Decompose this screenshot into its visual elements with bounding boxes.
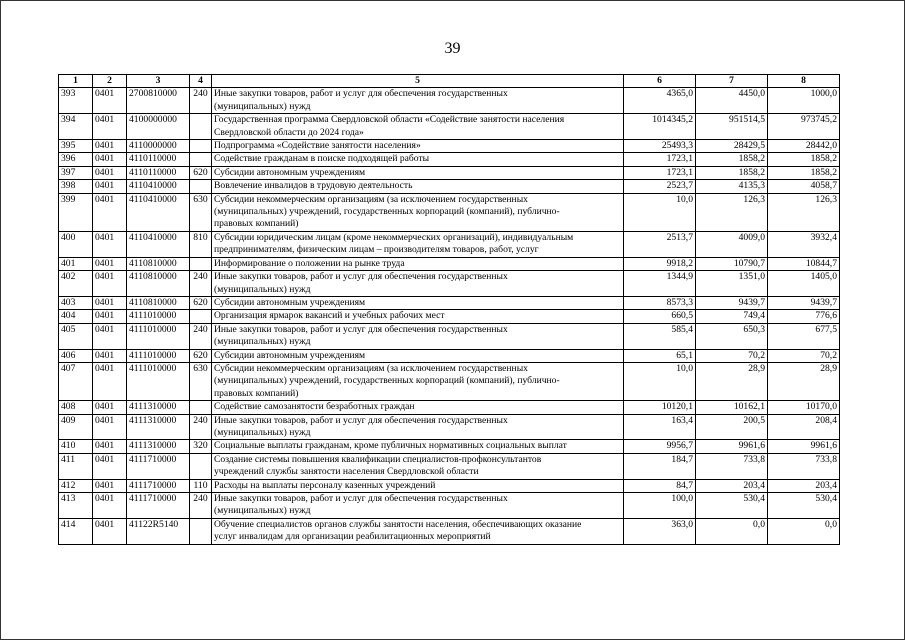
section-code: 0401 xyxy=(93,401,127,414)
amount-v6: 2513,7 xyxy=(624,231,696,257)
row-number: 409 xyxy=(59,414,93,440)
expense-name-line: Организация ярмарок вакансий и учебных рабочих мест xyxy=(214,310,445,322)
expense-type-code: 630 xyxy=(190,362,212,400)
amount-v8: 973745,2 xyxy=(768,114,840,140)
amount-v8: 28,9 xyxy=(768,362,840,400)
expense-name-line: правовых компаний) xyxy=(214,387,299,399)
expense-name xyxy=(212,349,624,362)
table-row xyxy=(59,114,840,140)
amount-v8: 9439,7 xyxy=(768,296,840,309)
expense-name-line: Иные закупки товаров, работ и услуг для обеспечения государственных xyxy=(214,323,508,335)
amount-v6: 10,0 xyxy=(624,362,696,400)
row-number: 412 xyxy=(59,479,93,492)
amount-v8: 70,2 xyxy=(768,349,840,362)
expense-type-code: 240 xyxy=(190,414,212,440)
section-code: 0401 xyxy=(93,518,127,544)
expense-name xyxy=(212,153,624,166)
table-row xyxy=(59,414,840,440)
amount-v7: 126,3 xyxy=(696,193,768,231)
column-header: 5 xyxy=(212,75,624,88)
expense-name-line: Содействие гражданам в поиске подходящей работы xyxy=(214,153,430,165)
expense-type-code: 240 xyxy=(190,88,212,114)
section-code: 0401 xyxy=(93,166,127,179)
row-number: 393 xyxy=(59,88,93,114)
expense-type-code: 620 xyxy=(190,349,212,362)
table-row xyxy=(59,310,840,323)
table-row xyxy=(59,153,840,166)
section-code: 0401 xyxy=(93,362,127,400)
section-code: 0401 xyxy=(93,88,127,114)
expense-name-line: предпринимателям, физическим лицам – производителям товаров, работ, услуг xyxy=(214,244,539,256)
section-code: 0401 xyxy=(93,114,127,140)
amount-v8: 677,5 xyxy=(768,323,840,349)
amount-v7: 0,0 xyxy=(696,518,768,544)
expense-type-code: 620 xyxy=(190,166,212,179)
expense-name-line: Иные закупки товаров, работ и услуг для обеспечения государственных xyxy=(214,271,508,283)
expense-name-line: Субсидии автономным учреждениям xyxy=(214,296,366,308)
target-article-code: 4110810000 xyxy=(127,296,190,309)
table-row xyxy=(59,518,840,544)
amount-v6: 585,4 xyxy=(624,323,696,349)
expense-name-line: Вовлечение инвалидов в трудовую деятельность xyxy=(214,180,413,192)
target-article-code: 4100000000 xyxy=(127,114,190,140)
amount-v7: 733,8 xyxy=(696,453,768,479)
expense-name-line: (муниципальных) нужд xyxy=(214,505,311,517)
table-row xyxy=(59,231,840,257)
amount-v6: 9956,7 xyxy=(624,440,696,453)
amount-v7: 9961,6 xyxy=(696,440,768,453)
amount-v7: 4135,3 xyxy=(696,180,768,193)
row-number: 407 xyxy=(59,362,93,400)
expense-name-line: (муниципальных) нужд xyxy=(214,426,311,438)
amount-v7: 951514,5 xyxy=(696,114,768,140)
amount-v8: 733,8 xyxy=(768,453,840,479)
expense-name-line: услуг инвалидам для организации реабилитационных мероприятий xyxy=(214,531,491,543)
expense-name xyxy=(212,453,624,479)
target-article-code: 4111710000 xyxy=(127,479,190,492)
table-row xyxy=(59,88,840,114)
row-number: 405 xyxy=(59,323,93,349)
section-code: 0401 xyxy=(93,479,127,492)
amount-v8: 10170,0 xyxy=(768,401,840,414)
amount-v7: 10790,7 xyxy=(696,257,768,270)
amount-v8: 28442,0 xyxy=(768,140,840,153)
section-code: 0401 xyxy=(93,310,127,323)
expense-type-code xyxy=(190,518,212,544)
column-header: 4 xyxy=(190,75,212,88)
section-code: 0401 xyxy=(93,231,127,257)
expense-type-code: 240 xyxy=(190,271,212,297)
table-body xyxy=(59,88,840,544)
column-header: 3 xyxy=(127,75,190,88)
expense-name-line: Иные закупки товаров, работ и услуг для обеспечения государственных xyxy=(214,493,508,504)
page-number: 39 xyxy=(444,40,461,57)
column-header: 8 xyxy=(768,75,840,88)
amount-v6: 184,7 xyxy=(624,453,696,479)
target-article-code: 4111010000 xyxy=(127,362,190,400)
table-row xyxy=(59,271,840,297)
row-number: 397 xyxy=(59,166,93,179)
expense-name-line: Субсидии автономным учреждениям xyxy=(214,349,366,361)
expense-type-code xyxy=(190,140,212,153)
section-code: 0401 xyxy=(93,414,127,440)
target-article-code: 4111010000 xyxy=(127,310,190,323)
expense-type-code: 240 xyxy=(190,493,212,519)
amount-v6: 100,0 xyxy=(624,493,696,519)
expense-name xyxy=(212,479,624,492)
expense-name-line: Подпрограмма «Содействие занятости населения» xyxy=(214,140,421,152)
expense-name xyxy=(212,362,624,400)
amount-v8: 203,4 xyxy=(768,479,840,492)
amount-v8: 126,3 xyxy=(768,193,840,231)
amount-v8: 1858,2 xyxy=(768,153,840,166)
amount-v6: 1344,9 xyxy=(624,271,696,297)
expense-name xyxy=(212,140,624,153)
expense-type-code: 320 xyxy=(190,440,212,453)
amount-v6: 8573,3 xyxy=(624,296,696,309)
table-row xyxy=(59,180,840,193)
expense-name xyxy=(212,323,624,349)
amount-v7: 650,3 xyxy=(696,323,768,349)
table-row xyxy=(59,493,840,519)
amount-v7: 4009,0 xyxy=(696,231,768,257)
amount-v7: 4450,0 xyxy=(696,88,768,114)
table-row xyxy=(59,453,840,479)
section-code: 0401 xyxy=(93,257,127,270)
expense-type-code xyxy=(190,310,212,323)
section-code: 0401 xyxy=(93,153,127,166)
amount-v6: 9918,2 xyxy=(624,257,696,270)
amount-v6: 660,5 xyxy=(624,310,696,323)
expense-type-code xyxy=(190,114,212,140)
amount-v6: 65,1 xyxy=(624,349,696,362)
row-number: 395 xyxy=(59,140,93,153)
table-row xyxy=(59,193,840,231)
expense-name xyxy=(212,440,624,453)
expense-name xyxy=(212,296,624,309)
expense-type-code xyxy=(190,180,212,193)
amount-v6: 1723,1 xyxy=(624,153,696,166)
target-article-code: 4111710000 xyxy=(127,453,190,479)
expense-name xyxy=(212,166,624,179)
amount-v6: 84,7 xyxy=(624,479,696,492)
row-number: 401 xyxy=(59,257,93,270)
amount-v6: 1014345,2 xyxy=(624,114,696,140)
row-number: 398 xyxy=(59,180,93,193)
column-header: 2 xyxy=(93,75,127,88)
expense-name-line: Иные закупки товаров, работ и услуг для обеспечения государственных xyxy=(214,88,508,100)
expense-type-code xyxy=(190,153,212,166)
amount-v6: 10,0 xyxy=(624,193,696,231)
column-header: 6 xyxy=(624,75,696,88)
section-code: 0401 xyxy=(93,349,127,362)
row-number: 403 xyxy=(59,296,93,309)
target-article-code: 4110810000 xyxy=(127,257,190,270)
expense-name-line: Расходы на выплаты персоналу казенных учреждений xyxy=(214,479,436,491)
amount-v6: 10120,1 xyxy=(624,401,696,414)
expense-name-line: Субсидии некоммерческим организациям (за исключением государственных xyxy=(214,193,528,205)
amount-v8: 1000,0 xyxy=(768,88,840,114)
expense-type-code: 630 xyxy=(190,193,212,231)
section-code: 0401 xyxy=(93,296,127,309)
column-header: 1 xyxy=(59,75,93,88)
table-row xyxy=(59,323,840,349)
amount-v8: 9961,6 xyxy=(768,440,840,453)
row-number: 414 xyxy=(59,518,93,544)
amount-v6: 163,4 xyxy=(624,414,696,440)
section-code: 0401 xyxy=(93,440,127,453)
expense-name-line: Создание системы повышения квалификации специалистов-профконсультантов xyxy=(214,453,542,465)
row-number: 408 xyxy=(59,401,93,414)
row-number: 394 xyxy=(59,114,93,140)
expense-name xyxy=(212,114,624,140)
target-article-code: 4110410000 xyxy=(127,180,190,193)
target-article-code: 41122R5140 xyxy=(127,518,190,544)
amount-v7: 749,4 xyxy=(696,310,768,323)
target-article-code: 4111010000 xyxy=(127,349,190,362)
table-row xyxy=(59,479,840,492)
section-code: 0401 xyxy=(93,453,127,479)
expense-name xyxy=(212,518,624,544)
amount-v6: 363,0 xyxy=(624,518,696,544)
expense-name-line: Иные закупки товаров, работ и услуг для обеспечения государственных xyxy=(214,414,508,426)
amount-v8: 10844,7 xyxy=(768,257,840,270)
expense-type-code: 810 xyxy=(190,231,212,257)
expense-name xyxy=(212,310,624,323)
amount-v7: 9439,7 xyxy=(696,296,768,309)
expense-name xyxy=(212,180,624,193)
amount-v7: 28,9 xyxy=(696,362,768,400)
expense-type-code xyxy=(190,257,212,270)
amount-v6: 25493,3 xyxy=(624,140,696,153)
expense-name xyxy=(212,493,624,519)
budget-table xyxy=(58,74,840,545)
amount-v8: 208,4 xyxy=(768,414,840,440)
row-number: 410 xyxy=(59,440,93,453)
expense-name xyxy=(212,88,624,114)
amount-v6: 1723,1 xyxy=(624,166,696,179)
target-article-code: 4110110000 xyxy=(127,166,190,179)
amount-v8: 530,4 xyxy=(768,493,840,519)
target-article-code: 4110410000 xyxy=(127,193,190,231)
row-number: 413 xyxy=(59,493,93,519)
section-code: 0401 xyxy=(93,493,127,519)
expense-name-line: Информирование о положении на рынке труда xyxy=(214,257,405,269)
target-article-code: 4111310000 xyxy=(127,414,190,440)
expense-type-code: 240 xyxy=(190,323,212,349)
row-number: 402 xyxy=(59,271,93,297)
target-article-code: 2700810000 xyxy=(127,88,190,114)
expense-name xyxy=(212,271,624,297)
amount-v7: 203,4 xyxy=(696,479,768,492)
expense-name-line: правовых компаний) xyxy=(214,218,299,230)
amount-v8: 4058,7 xyxy=(768,180,840,193)
table-row xyxy=(59,362,840,400)
amount-v8: 3932,4 xyxy=(768,231,840,257)
amount-v7: 10162,1 xyxy=(696,401,768,414)
table-row xyxy=(59,257,840,270)
amount-v8: 776,6 xyxy=(768,310,840,323)
amount-v7: 1858,2 xyxy=(696,166,768,179)
amount-v6: 4365,0 xyxy=(624,88,696,114)
target-article-code: 4110410000 xyxy=(127,231,190,257)
table-row xyxy=(59,140,840,153)
expense-name xyxy=(212,231,624,257)
amount-v6: 2523,7 xyxy=(624,180,696,193)
expense-name-line: Субсидии автономным учреждениям xyxy=(214,166,366,178)
table-row xyxy=(59,349,840,362)
target-article-code: 4111310000 xyxy=(127,440,190,453)
table-row xyxy=(59,401,840,414)
target-article-code: 4111310000 xyxy=(127,401,190,414)
section-code: 0401 xyxy=(93,323,127,349)
column-header: 7 xyxy=(696,75,768,88)
target-article-code: 4110000000 xyxy=(127,140,190,153)
amount-v8: 1858,2 xyxy=(768,166,840,179)
expense-type-code xyxy=(190,401,212,414)
expense-type-code: 110 xyxy=(190,479,212,492)
expense-name-line: (муниципальных) нужд xyxy=(214,283,311,295)
expense-type-code: 620 xyxy=(190,296,212,309)
target-article-code: 4111010000 xyxy=(127,323,190,349)
expense-name xyxy=(212,257,624,270)
expense-name-line: Социальные выплаты гражданам, кроме публичных нормативных социальных выплат xyxy=(214,440,567,452)
table-row xyxy=(59,296,840,309)
expense-name-line: Субсидии юридическим лицам (кроме некоммерческих организаций), индивидуальным xyxy=(214,231,574,243)
table-header-row xyxy=(59,75,840,88)
table-row xyxy=(59,166,840,179)
row-number: 399 xyxy=(59,193,93,231)
expense-name xyxy=(212,401,624,414)
expense-name-line: (муниципальных) нужд xyxy=(214,336,311,348)
amount-v7: 1858,2 xyxy=(696,153,768,166)
section-code: 0401 xyxy=(93,271,127,297)
expense-name-line: (муниципальных) нужд xyxy=(214,100,311,112)
expense-name-line: (муниципальных) учреждений, государственных корпораций (компаний), публично- xyxy=(214,206,560,218)
expense-name-line: Субсидии некоммерческим организациям (за исключением государственных xyxy=(214,362,528,374)
row-number: 404 xyxy=(59,310,93,323)
expense-name-line: Обучение специалистов органов службы занятости населения, обеспечивающих оказание xyxy=(214,518,582,530)
expense-type-code xyxy=(190,453,212,479)
amount-v7: 1351,0 xyxy=(696,271,768,297)
expense-name-line: Свердловской области до 2024 года» xyxy=(214,126,364,138)
amount-v7: 28429,5 xyxy=(696,140,768,153)
expense-name xyxy=(212,414,624,440)
amount-v7: 530,4 xyxy=(696,493,768,519)
expense-name-line: Содействие самозанятости безработных граждан xyxy=(214,401,415,413)
expense-name-line: Государственная программа Свердловской области «Содействие занятости населения xyxy=(214,114,565,126)
target-article-code: 4110810000 xyxy=(127,271,190,297)
section-code: 0401 xyxy=(93,140,127,153)
amount-v7: 200,5 xyxy=(696,414,768,440)
section-code: 0401 xyxy=(93,193,127,231)
row-number: 406 xyxy=(59,349,93,362)
amount-v7: 70,2 xyxy=(696,349,768,362)
amount-v8: 0,0 xyxy=(768,518,840,544)
section-code: 0401 xyxy=(93,180,127,193)
row-number: 400 xyxy=(59,231,93,257)
expense-name xyxy=(212,193,624,231)
amount-v8: 1405,0 xyxy=(768,271,840,297)
row-number: 396 xyxy=(59,153,93,166)
table-row xyxy=(59,440,840,453)
target-article-code: 4110110000 xyxy=(127,153,190,166)
target-article-code: 4111710000 xyxy=(127,493,190,519)
expense-name-line: учреждений службы занятости населения Свердловской области xyxy=(214,466,479,478)
expense-name-line: (муниципальных) учреждений, государственных корпораций (компаний), публично- xyxy=(214,375,560,387)
row-number: 411 xyxy=(59,453,93,479)
